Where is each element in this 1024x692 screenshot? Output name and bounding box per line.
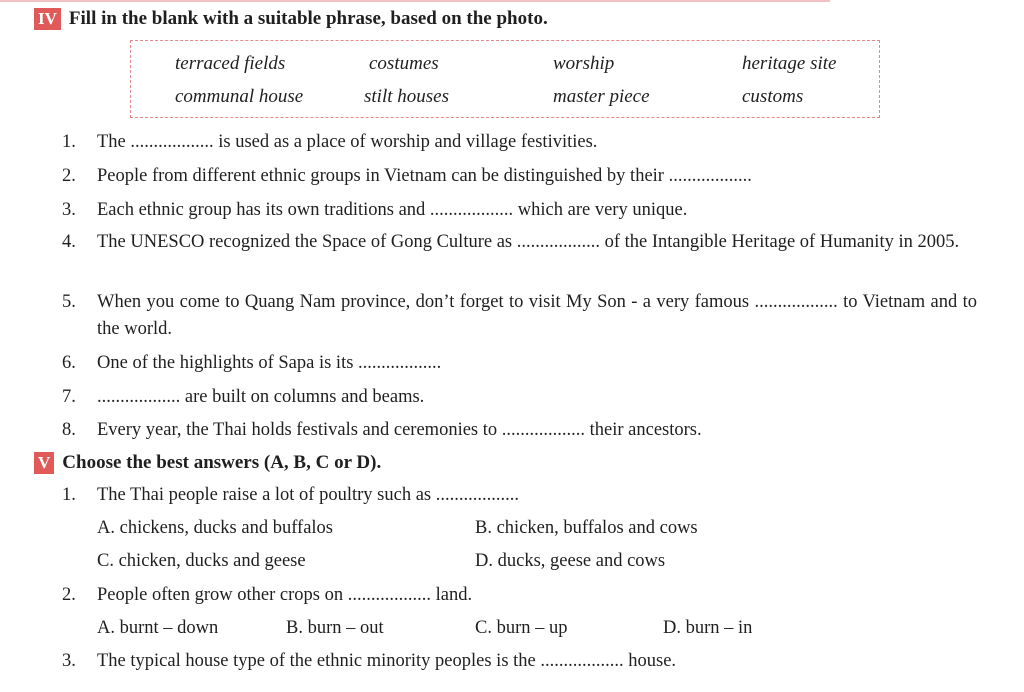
- option-d[interactable]: D. ducks, geese and cows: [475, 551, 666, 571]
- word-bank-item: stilt houses: [364, 86, 449, 107]
- question-text: The .................. is used as a place of worship and village festivities.: [97, 132, 598, 152]
- word-bank-item: customs: [742, 86, 804, 107]
- section-4-title: Fill in the blank with a suitable phrase, based on the photo.: [68, 8, 548, 29]
- word-bank-item: master piece: [553, 86, 650, 107]
- question-number: 1.: [62, 132, 76, 152]
- section-4-badge: IV: [34, 8, 61, 30]
- question-text: The typical house type of the ethnic minority peoples is the .................. house.: [97, 651, 677, 671]
- word-bank-item: terraced fields: [175, 53, 286, 74]
- section-5-badge: V: [34, 452, 54, 474]
- question-text: One of the highlights of Sapa is its ..................: [97, 353, 442, 373]
- question-text: When you come to Quang Nam province, don’t forget to visit My Son - a very famous .................. to Vietnam and to the world.: [97, 292, 977, 339]
- question-number: 3.: [62, 200, 76, 220]
- question-number: 5.: [62, 292, 76, 312]
- question-number: 3.: [62, 651, 76, 671]
- question-number: 2.: [62, 166, 76, 186]
- question-number: 6.: [62, 353, 76, 373]
- option-d[interactable]: D. burn – in: [663, 618, 753, 638]
- question-text: .................. are built on columns and beams.: [97, 387, 425, 407]
- word-bank-item: communal house: [175, 86, 304, 107]
- option-a[interactable]: A. chickens, ducks and buffalos: [97, 518, 333, 538]
- question-number: 8.: [62, 420, 76, 440]
- question-text: Each ethnic group has its own traditions and .................. which are very unique.: [97, 200, 688, 220]
- word-bank-item: worship: [553, 53, 615, 74]
- question-text: The Thai people raise a lot of poultry such as ..................: [97, 485, 519, 505]
- question-number: 1.: [62, 485, 76, 505]
- option-a[interactable]: A. burnt – down: [97, 618, 219, 638]
- section-4-header: [34, 8, 548, 30]
- question-text: Every year, the Thai holds festivals and ceremonies to .................. their ancestors.: [97, 420, 702, 440]
- top-divider: [0, 0, 830, 2]
- question-text: People often grow other crops on .................. land.: [97, 585, 473, 605]
- question-number: 4.: [62, 232, 76, 252]
- option-c[interactable]: C. chicken, ducks and geese: [97, 551, 306, 571]
- question-text: The UNESCO recognized the Space of Gong Culture as .................. of the Intangible Heritage of Humanity in 2005.: [97, 232, 960, 252]
- word-bank-item: heritage site: [742, 53, 837, 74]
- section-5-header: [34, 452, 381, 474]
- word-bank-item: costumes: [369, 53, 439, 74]
- question-text: People from different ethnic groups in Vietnam can be distinguished by their ..................: [97, 166, 752, 186]
- question-number: 2.: [62, 585, 76, 605]
- option-c[interactable]: C. burn – up: [475, 618, 568, 638]
- option-b[interactable]: B. chicken, buffalos and cows: [475, 518, 698, 538]
- option-b[interactable]: B. burn – out: [286, 618, 384, 638]
- question-number: 7.: [62, 387, 76, 407]
- section-5-title: Choose the best answers (A, B, C or D).: [62, 452, 382, 473]
